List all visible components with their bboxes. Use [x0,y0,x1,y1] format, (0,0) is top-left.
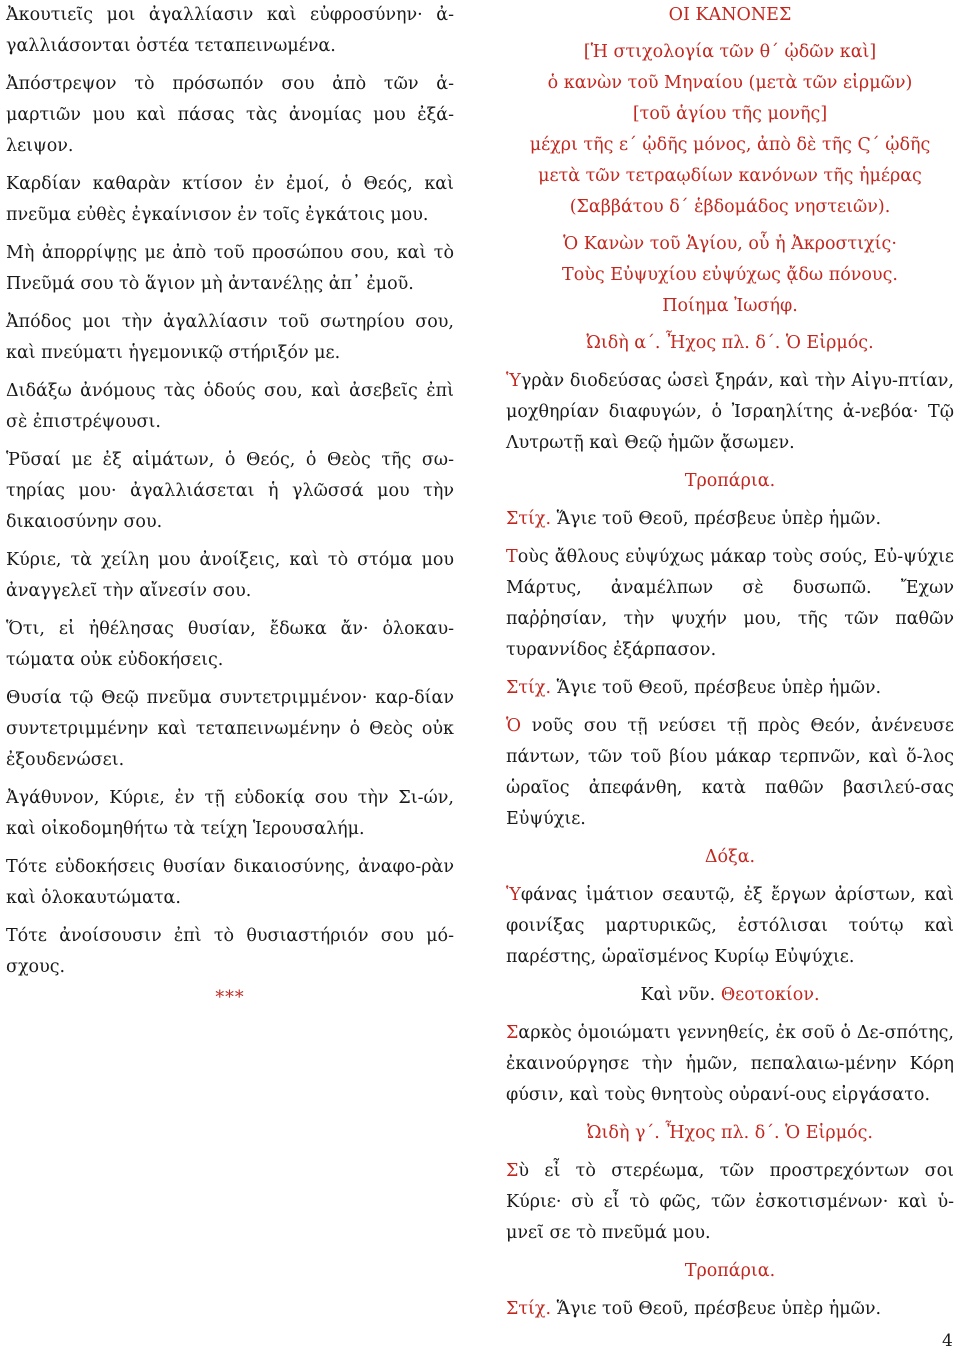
drop-initial: Σ [506,1161,519,1181]
psalm-verse-10: Θυσία τῷ Θεῷ πνεῦμα συντετριμμένον· καρ-δίαν συντετριμμένην καὶ τεταπεινωμένην ὁ Θεὸς οὐκ ἐξουδενώσει. [6,688,454,770]
stich-text: Ἅγιε τοῦ Θεοῦ, πρέσβευε ὑπὲρ ἡμῶν. [556,1299,882,1319]
troparia-label: Τροπάρια. [684,1261,776,1281]
left-column [6,0,454,1014]
stich-text: Ἅγιε τοῦ Θεοῦ, πρέσβευε ὑπὲρ ἡμῶν. [556,678,882,698]
stich-label: Στίχ. [506,509,552,529]
rubric-line: [Ἡ στιχολογία τῶν θ΄ ᾠδῶν καὶ] [583,42,877,62]
troparion-2 [506,711,954,835]
stich-line [506,504,954,535]
hymn-text: νοῦς σου τῇ νεύσει τῇ πρὸς Θεόν, ἀνένευσε πάντων, τῶν τοῦ βίου μάκαρ τερπνῶν, καὶ ὅ-λος ὡραῖος ἀπεφάνθη, κατὰ παθῶν βασιλεύ-σας Εὐψύχιε. [506,716,954,829]
rubric-line: μέχρι τῆς ε΄ ᾠδῆς μόνος, ἀπὸ δὲ τῆς Ϛ΄ ᾠδῆς [529,135,931,155]
hymn-text: φάνας ἱμάτιον σεαυτῷ, ἐξ ἔργων ἀρίστων, καὶ φοινίξας μαρτυρικῶς, ἐστόλισαι τούτῳ καὶ παρέστης, ὡραϊσμένος Κυρίῳ Εὐψύχιε. [506,885,954,967]
psalm-verse-12: Τότε εὐδοκήσεις θυσίαν δικαιοσύνης, ἀναφο-ρὰν καὶ ὁλοκαυτώματα. [6,857,454,908]
canons-heading: ΟΙ ΚΑΝΟΝΕΣ [668,5,792,25]
drop-initial: Ὁ [506,716,522,736]
poet-credit: Ποίημα Ἰωσήφ. [662,296,798,316]
stich-line [506,1294,954,1325]
right-column [506,0,954,1332]
psalm-verse-3: Καρδίαν καθαρὰν κτίσον ἐν ἐμοί, ὁ Θεός, καὶ πνεῦμα εὐθὲς ἐγκαίνισον ἐν τοῖς ἐγκάτοις μου. [6,174,454,225]
psalm-verse-9: Ὅτι, εἰ ἠθέλησας θυσίαν, ἔδωκα ἄν· ὁλοκαυ-τώματα οὐκ εὐδοκήσεις. [6,619,454,670]
section-separator: *** [215,988,245,1008]
stich-text: Ἅγιε τοῦ Θεοῦ, πρέσβευε ὑπὲρ ἡμῶν. [556,509,882,529]
hymn-text: γρὰν διοδεύσας ὡσεὶ ξηράν, καὶ τὴν Αἰγυ-πτίαν, μοχθηρίαν διαφυγών, ὁ Ἰσραηλίτης ἀ-νεβόα· Τῷ Λυτρωτῇ καὶ Θεῷ ἡμῶν ᾄσωμεν. [506,371,954,453]
psalm-verse-13: Τότε ἀνοίσουσιν ἐπὶ τὸ θυσιαστήριόν σου μό-σχους. [6,926,454,977]
canon-info [506,229,954,322]
drop-initial: Ὑ [506,371,521,391]
drop-initial: Τ [506,547,518,567]
stich-label: Στίχ. [506,678,552,698]
rubric-line: (Σαββάτου δ΄ ἑβδομάδος νηστειῶν). [569,197,891,217]
kai-nyn-label: Καὶ νῦν. [640,985,716,1005]
kai-nyn-line [506,980,954,1011]
psalm-verse-8: Κύριε, τὰ χείλη μου ἀνοίξεις, καὶ τὸ στόμα μου ἀναγγελεῖ τὴν αἴνεσίν σου. [6,550,454,601]
ode-1-header: Ὠιδὴ α΄. Ἦχος πλ. δ΄. Ὁ Εἱρμός. [586,333,874,353]
psalm-verse-2: Ἀπόστρεψον τὸ πρόσωπόν σου ἀπὸ τῶν ἁ-μαρτιῶν μου καὶ πάσας τὰς ἀνομίας μου ἐξά-λειψον. [6,74,454,156]
psalm-verse-7: Ῥῦσαί με ἐξ αἱμάτων, ὁ Θεός, ὁ Θεὸς τῆς σω-τηρίας μου· ἀγαλλιάσεται ἡ γλῶσσά μου τὴν δικαιοσύνην σου. [6,450,454,532]
theotokion-label: Θεοτοκίον. [720,985,820,1005]
psalm-verse-1: Ἀκουτιεῖς μοι ἀγαλλίασιν καὶ εὐφροσύνην· ἀ-γαλλιάσονται ὀστέα τεταπεινωμένα. [6,5,454,56]
ode-3-header: Ὠιδὴ γ΄. Ἦχος πλ. δ΄. Ὁ Εἱρμός. [587,1123,873,1143]
hymn-text: οὺς ἄθλους εὐψύχως μάκαρ τοὺς σούς, Εὐ-ψύχιε Μάρτυς, ἀναμέλπων σὲ δυσωπῶ. Ἔχων παῤῥησίαν, τὴν ψυχήν μου, τῆς τῶν παθῶν τυραννίδος ἐξάρπασον. [506,547,954,660]
psalm-verse-5: Ἀπόδος μοι τὴν ἀγαλλίασιν τοῦ σωτηρίου σου, καὶ πνεύματι ἡγεμονικῷ στήριξόν με. [6,312,454,363]
troparion-3 [506,880,954,973]
doxa-label: Δόξα. [704,847,756,867]
rubric-line: ὁ κανὼν τοῦ Μηναίου (μετὰ τῶν εἱρμῶν) [547,73,913,93]
psalm-verse-11: Ἀγάθυνον, Κύριε, ἐν τῇ εὐδοκίᾳ σου τὴν Σι-ών, καὶ οἰκοδομηθήτω τὰ τείχη Ἱερουσαλήμ. [6,788,454,839]
psalm-verse-4: Μὴ ἀπορρίψῃς με ἀπὸ τοῦ προσώπου σου, καὶ τὸ Πνεῦμά σου τὸ ἅγιον μὴ ἀντανέλῃς ἀπ᾿ ἐμοῦ. [6,243,454,294]
hymn-text: αρκὸς ὁμοιώματι γεννηθείς, ἐκ σοῦ ὁ Δε-σπότης, ἐκαινούργησε τὴν ἡμῶν, πεπαλαιω-μένην Κόρη φύσιν, καὶ τοὺς θνητοὺς οὐρανί-ους εἰργάσατο. [506,1023,954,1105]
stich-line [506,673,954,704]
rubric-line: [τοῦ ἁγίου τῆς μονῆς] [632,104,828,124]
stich-label: Στίχ. [506,1299,552,1319]
psalm-verse-6: Διδάξω ἀνόμους τὰς ὁδούς σου, καὶ ἀσεβεῖς ἐπὶ σὲ ἐπιστρέψουσι. [6,381,454,432]
troparion-1 [506,542,954,666]
theotokion [506,1018,954,1111]
troparia-label: Τροπάρια. [684,471,776,491]
ode-3-heirmos [506,1156,954,1249]
drop-initial: Ὑ [506,885,521,905]
ode-1-heirmos [506,366,954,459]
rubric-block [506,37,954,223]
page-number: 4 [942,1331,953,1351]
acrostic-text: Τοὺς Εὐψυχίου εὐψύχως ᾄδω πόνους. [562,265,898,285]
acrostic-intro: Ὁ Κανὼν τοῦ Ἁγίου, οὗ ἡ Ἀκροστιχίς· [563,234,897,254]
hymn-text: ὺ εἶ τὸ στερέωμα, τῶν προστρεχόντων σοι Κύριε· σὺ εἶ τὸ φῶς, τῶν ἐσκοτισμένων· καὶ ὑ-μνεῖ σε τὸ πνεῦμά μου. [506,1161,954,1243]
drop-initial: Σ [506,1023,519,1043]
rubric-line: μετὰ τῶν τετραῳδίων κανόνων τῆς ἡμέρας [538,166,922,186]
